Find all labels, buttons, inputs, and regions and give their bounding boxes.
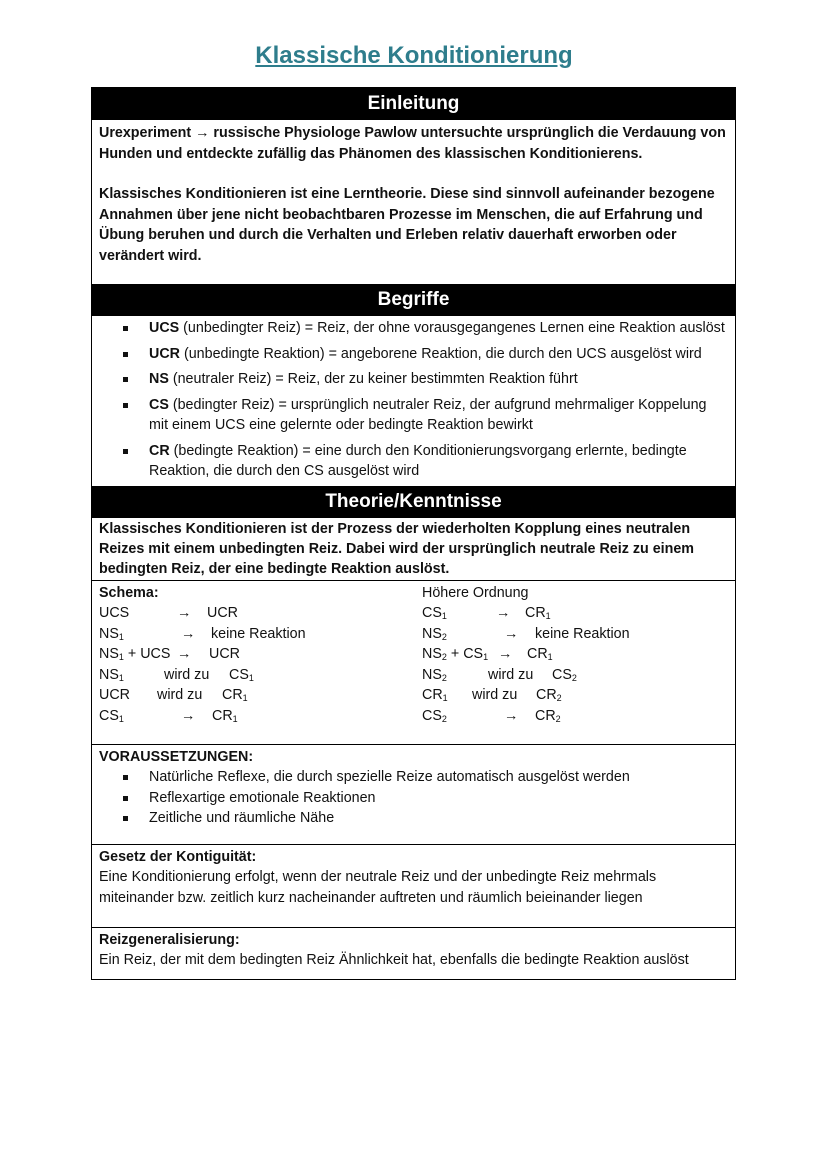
list-item — [123, 344, 729, 365]
schema-term: CR — [527, 646, 548, 662]
schema-term: CR — [525, 605, 546, 621]
schema-term: NS — [99, 625, 119, 642]
subscript: 1 — [118, 631, 124, 642]
subscript: 1 — [442, 693, 448, 703]
schema-term: CR — [535, 707, 556, 724]
subscript: 2 — [556, 693, 562, 703]
subscript: 2 — [555, 713, 561, 724]
schema-cell — [229, 665, 254, 686]
schema-cell: keine Reaktion — [211, 625, 306, 642]
schema-cell: wird zu — [157, 687, 203, 703]
kontiguitaet-box — [92, 845, 735, 928]
schema-term: CR — [422, 687, 443, 703]
schema-cell — [535, 706, 561, 727]
term: UCS — [149, 320, 180, 336]
content-table — [91, 87, 736, 980]
schema-cell — [552, 665, 577, 686]
schema-cell — [99, 624, 124, 645]
schema-cell — [422, 706, 447, 727]
subscript: 1 — [545, 611, 551, 621]
schema-term: CS — [422, 605, 442, 621]
schema-row — [99, 665, 254, 686]
schema-row — [422, 665, 577, 686]
arrow-icon: → — [504, 625, 519, 642]
voraussetzungen-list — [99, 767, 728, 829]
arrow-icon: → — [181, 707, 196, 724]
schema-first-order — [99, 583, 306, 727]
subscript: 1 — [242, 693, 248, 703]
section-heading-theorie: Theorie/Kenntnisse — [92, 486, 735, 518]
subscript: 2 — [441, 631, 447, 642]
schema-heading: Höhere Ordnung — [422, 584, 529, 601]
kontiguitaet-heading: Gesetz der Kontiguität: — [99, 848, 257, 865]
subscript: 1 — [232, 713, 238, 724]
schema-cell: wird zu — [488, 666, 534, 683]
schema-row — [422, 644, 553, 665]
schema-term: NS — [422, 666, 442, 683]
generalisierung-heading: Reizgeneralisierung: — [99, 931, 240, 948]
schema-term: CR — [212, 707, 233, 724]
schema-cell: wird zu — [472, 687, 518, 703]
theorie-intro: Klassisches Konditionieren ist der Prozess der wiederholten Kopplung eines neutralen Reizes mit einem unbedingten Reiz. Dabei wird der ursprünglich neutrale Reiz zu einem bedingten Reiz, der eine bedingte Reaktion auslöst. — [92, 518, 735, 581]
schema-term: CS — [422, 707, 442, 724]
section-heading-einleitung: Einleitung — [92, 88, 735, 120]
schema-term: NS — [422, 646, 442, 662]
arrow-icon: → — [177, 646, 192, 662]
subscript: 1 — [248, 672, 254, 683]
list-item: Reflexartige emotionale Reaktionen — [123, 788, 728, 809]
schema-term: CR — [222, 687, 243, 703]
voraussetzungen-box — [92, 745, 735, 845]
arrow-icon: → — [496, 605, 511, 621]
term: CS — [149, 396, 169, 413]
generalisierung-text: Ein Reiz, der mit dem bedingten Reiz Ähnlichkeit hat, ebenfalls die bedingte Reaktion auslöst — [99, 952, 689, 968]
arrow-icon: → — [504, 707, 519, 724]
schema-term: NS — [422, 625, 442, 642]
generalisierung-box — [92, 928, 735, 979]
voraussetzungen-heading: VORAUSSETZUNGEN: — [99, 748, 254, 765]
term-definition: (unbedingter Reiz) = Reiz, der ohne vorausgegangenes Lernen eine Reaktion auslöst — [179, 320, 725, 336]
einleitung-body — [92, 120, 735, 284]
subscript: 2 — [571, 672, 577, 683]
schema-row — [422, 603, 551, 624]
subscript: 2 — [441, 713, 447, 724]
term-definition: (bedingter Reiz) = ursprünglich neutraler Reiz, der aufgrund mehrmaliger Koppelung mit einem UCS eine gelernte oder bedingte Reaktion bewirkt — [149, 396, 707, 433]
list-item — [123, 441, 729, 482]
schema-cell: wird zu — [164, 666, 210, 683]
schema-block — [92, 581, 735, 745]
page-title: Klassische Konditionierung — [255, 42, 573, 69]
schema-row — [99, 603, 238, 624]
subscript: 1 — [118, 652, 124, 662]
plus-sign: + — [127, 646, 137, 662]
list-item — [123, 395, 729, 436]
term-definition: (neutraler Reiz) = Reiz, der zu keiner bestimmten Reaktion führt — [168, 371, 578, 387]
list-item: Zeitliche und räumliche Nähe — [123, 808, 728, 829]
schema-cell — [99, 665, 124, 686]
section-heading-begriffe: Begriffe — [92, 284, 735, 316]
kontiguitaet-text: Eine Konditionierung erfolgt, wenn der neutrale Reiz und der unbedingte Reiz mehrmals miteinander bzw. zeitlich kurz nacheinander auftreten und räumlich beieinander liegen — [99, 869, 657, 906]
schema-cell: UCR — [207, 605, 238, 621]
list-item: Natürliche Reflexe, die durch spezielle Reize automatisch ausgelöst werden — [123, 767, 728, 788]
schema-cell — [422, 665, 447, 686]
subscript: 1 — [118, 713, 124, 724]
schema-row — [422, 706, 561, 727]
schema-cell: UCS — [99, 605, 130, 621]
schema-cell — [422, 685, 448, 706]
arrow-icon: → — [181, 625, 196, 642]
schema-cell — [99, 706, 124, 727]
einleitung-paragraph-2: Klassisches Konditionieren ist eine Lerntheorie. Diese sind sinnvoll aufeinander bezogene Annahmen über jene nicht beobachtbaren Prozesse im Menschen, die auf Erfahrung und Übung beruhen und durch die Verhalten und Erleben relativ dauerhaft erworben oder verändert wird. — [99, 186, 715, 264]
schema-cell: keine Reaktion — [535, 625, 630, 642]
schema-row — [99, 685, 248, 706]
schema-row — [99, 706, 238, 727]
schema-term: CS — [463, 646, 484, 662]
schema-cell — [527, 644, 553, 665]
term-definition: (bedingte Reaktion) = eine durch den Konditionierungsvorgang erlernte, bedingte Reaktion, die durch den CS ausgelöst wird — [149, 442, 687, 479]
schema-cell — [525, 603, 551, 624]
term: UCR — [149, 345, 180, 362]
schema-cell — [536, 685, 562, 706]
term-definition: (unbedingte Reaktion) = angeborene Reaktion, die durch den UCS ausgelöst wird — [179, 345, 702, 362]
schema-term: CR — [536, 687, 557, 703]
begriffe-list — [92, 316, 735, 486]
subscript: 1 — [118, 672, 124, 683]
arrow-icon: → — [177, 605, 192, 621]
subscript: 2 — [441, 652, 447, 662]
schema-row — [99, 644, 240, 665]
term: NS — [149, 371, 169, 387]
schema-cell — [212, 706, 238, 727]
schema-cell — [222, 685, 248, 706]
schema-row — [99, 624, 306, 645]
schema-term: NS — [99, 666, 119, 683]
schema-cell — [422, 603, 447, 624]
schema-term: CS — [229, 666, 249, 683]
schema-cell — [422, 644, 488, 665]
subscript: 1 — [483, 652, 489, 662]
subscript: 1 — [441, 611, 447, 621]
schema-higher-order — [422, 583, 630, 727]
schema-cell — [422, 624, 447, 645]
schema-term: CS — [99, 707, 119, 724]
einleitung-paragraph-1: Urexperiment → russische Physiologe Pawlow untersuchte ursprünglich die Verdauung von Hunden und entdeckte zufällig das Phänomen des klassischen Konditionierens. — [99, 125, 726, 162]
term: CR — [149, 442, 170, 459]
schema-term: UCS — [140, 646, 171, 662]
schema-heading: Schema: — [99, 584, 159, 601]
list-item — [123, 369, 729, 390]
schema-cell: UCR — [99, 687, 130, 703]
schema-cell: UCR — [209, 646, 240, 662]
plus-sign: + — [450, 646, 460, 662]
schema-term: NS — [99, 646, 119, 662]
list-item — [123, 318, 729, 339]
schema-term: CS — [552, 666, 572, 683]
subscript: 2 — [441, 672, 447, 683]
schema-row — [422, 685, 562, 706]
schema-cell — [99, 644, 170, 665]
schema-row — [422, 624, 630, 645]
arrow-icon: → — [498, 646, 513, 662]
subscript: 1 — [547, 652, 553, 662]
